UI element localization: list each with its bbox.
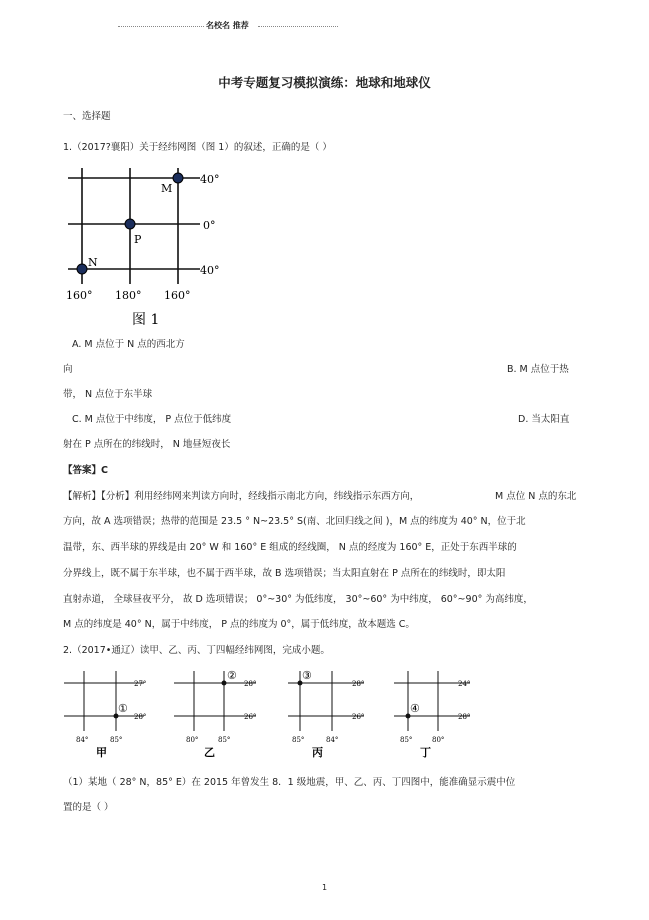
q2-stem: 2.（2017•通辽）读甲、乙、丙、丁四幅经纬网图，完成小题。 (63, 645, 330, 656)
option-a-line1: A. M 点位于 N 点的西北方 (72, 339, 185, 350)
map-bing-marker: ③ (302, 669, 312, 682)
map-bing-lat-top: 28° (352, 680, 365, 688)
q2-sub1-line2: 置的是（ ） (63, 802, 114, 813)
map-yi-name: 乙 (204, 746, 215, 759)
lon-label-right: 160° (164, 289, 191, 302)
map-jia-lat-bottom: 28° (134, 713, 147, 721)
map-jia-marker: ① (118, 702, 128, 715)
map-jia (64, 671, 147, 731)
lat-label-0: 0° (203, 219, 216, 232)
map-jia-lat-top: 27° (134, 680, 147, 688)
option-a-line2: 向 (63, 364, 73, 375)
analysis-line-1-tail: M 点位 N 点的东北 (495, 491, 577, 502)
option-c: C. M 点位于中纬度， P 点位于低纬度 (72, 414, 232, 425)
map-yi-lon-left: 80° (186, 736, 199, 744)
q2-graticule-maps (60, 663, 480, 768)
map-yi-lon-right: 85° (218, 736, 231, 744)
point-m-dot (173, 173, 183, 183)
figure-1-caption: 图 1 (132, 312, 160, 328)
map-jia-name: 甲 (96, 746, 107, 759)
point-m-label: M (161, 182, 173, 195)
header-rule-right (258, 26, 338, 27)
page-number: 1 (321, 883, 328, 892)
page-title: 中考专题复习模拟演练：地球和地球仪 (218, 75, 431, 90)
map-bing-lon-left: 85° (292, 736, 305, 744)
q1-stem: 1.（2017?襄阳）关于经纬网图（图 1）的叙述，正确的是（ ） (63, 142, 332, 153)
map-yi-dot (222, 681, 227, 686)
section-heading: 一、选择题 (63, 111, 111, 122)
option-b-line1: B. M 点位于热 (507, 364, 569, 375)
map-yi-marker: ② (227, 669, 237, 682)
map-ding-lon-right: 80° (432, 736, 445, 744)
map-ding-lat-bottom: 28° (458, 713, 471, 721)
analysis-line-2: 方向，故 A 选项错误；热带的范围是 23.5 ° N~23.5° S(南、北回归线之间 )，M 点的纬度为 40° N，位于北 (63, 516, 526, 527)
point-p-label: P (134, 233, 142, 246)
map-bing-name: 丙 (312, 746, 323, 759)
point-n-dot (77, 264, 87, 274)
map-ding-lat-top: 24° (458, 680, 471, 688)
map-ding-marker: ④ (410, 702, 420, 715)
lon-label-left: 160° (66, 289, 93, 302)
point-p-dot (125, 219, 135, 229)
figure-1-graticule (60, 160, 260, 330)
q2-sub1-line1: （1）某地（ 28° N，85° E）在 2015 年曾发生 8．1 级地震，甲、乙、丙、丁四图中，能准确显示震中位 (63, 777, 516, 788)
map-jia-lon-right: 85° (110, 736, 123, 744)
map-bing-lon-right: 84° (326, 736, 339, 744)
lat-label-40n: 40° (200, 173, 220, 186)
map-ding-name: 丁 (420, 746, 431, 759)
header-text: 名校名 推荐 (206, 21, 249, 30)
map-yi-lat-top: 28° (244, 680, 257, 688)
map-ding-lon-left: 85° (400, 736, 413, 744)
map-jia-lon-left: 84° (76, 736, 89, 744)
analysis-line-6: M 点的纬度是 40° N，属于中纬度， P 点的纬度为 0°，属于低纬度，故本题选 C。 (63, 619, 415, 630)
option-b-line2: 带， N 点位于东半球 (63, 389, 153, 400)
header-rule-left (118, 26, 204, 27)
lon-label-mid: 180° (115, 289, 142, 302)
analysis-line-4: 分界线上，既不属于东半球，也不属于西半球，故 B 选项错误；当太阳直射在 P 点所在的纬线时，即太阳 (63, 568, 506, 579)
analysis-line-1: 【解析】【分析】利用经纬网来判读方向时，经线指示南北方向，纬线指示东西方向， (63, 491, 420, 502)
analysis-line-5: 直射赤道， 全球昼夜平分， 故 D 选项错误； 0°~30° 为低纬度， 30°~60° 为中纬度， 60°~90° 为高纬度， (63, 594, 533, 605)
lat-label-40s: 40° (200, 264, 220, 277)
map-bing-lat-bottom: 26° (352, 713, 365, 721)
point-n-label: N (88, 256, 98, 269)
option-d-line1: D. 当太阳直 (518, 414, 570, 425)
option-d-line2: 射在 P 点所在的纬线时， N 地昼短夜长 (63, 439, 231, 450)
answer-line: 【答案】C (63, 465, 108, 476)
map-yi-lat-bottom: 26° (244, 713, 257, 721)
analysis-line-3: 温带，东、西半球的界线是由 20° W 和 160° E 组成的经线圈， N 点的经度为 160° E，正处于东西半球的 (63, 542, 517, 553)
